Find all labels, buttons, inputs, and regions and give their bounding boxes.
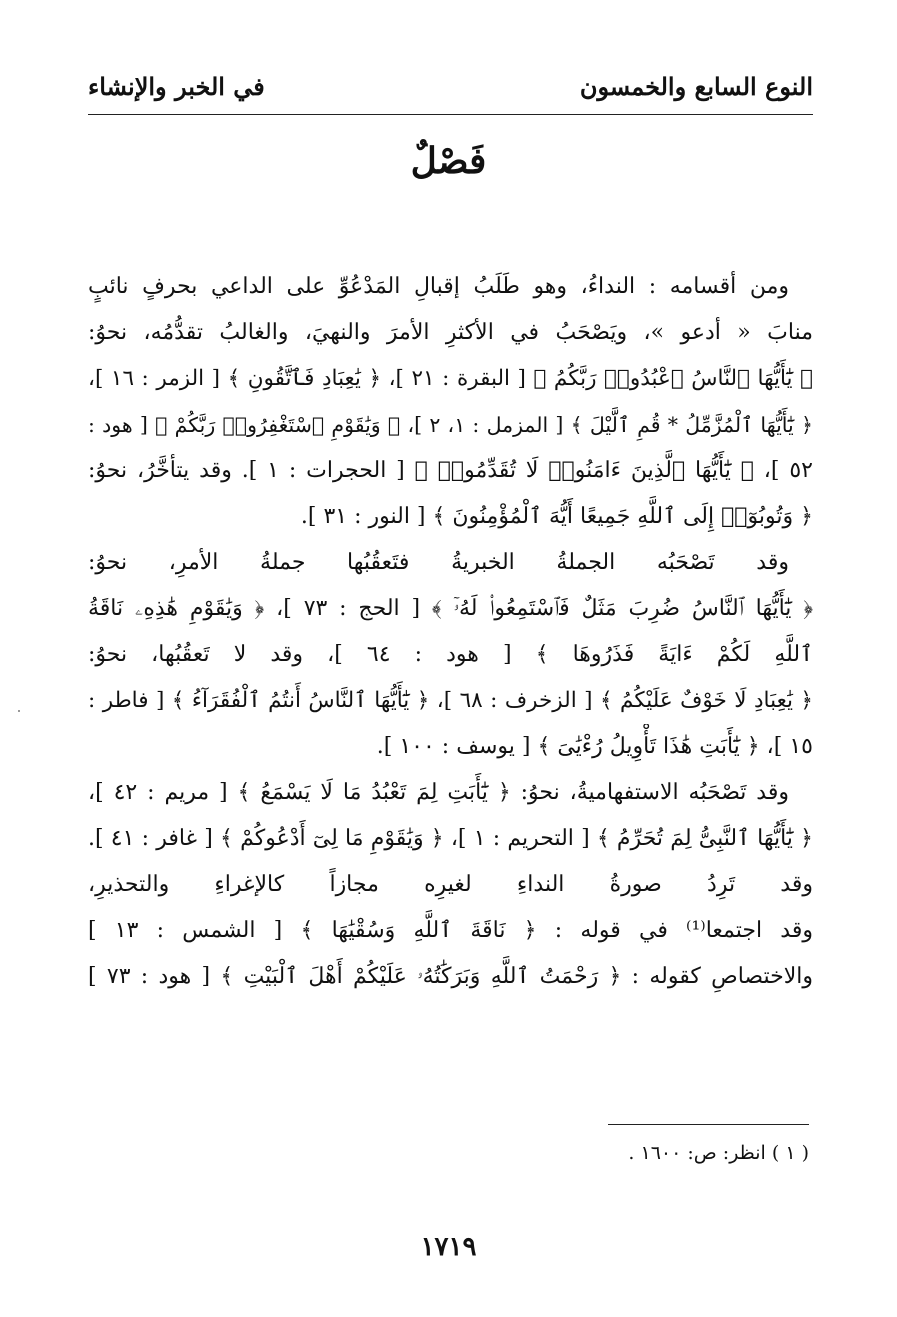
- body-line: ﴿ يَٰعِبَادِ لَا خَوْفٌ عَلَيْكُمُ ﴾ [ الزخرف : ٦٨ ]، ﴿ يَٰٓأَيُّهَا ٱلنَّاسُ أَنتُمُ ٱلْفُقَرَآءُ ﴾ [ فاطر :: [88, 688, 813, 713]
- body-line: ٥٢ ]، ﴿ يَٰٓأَيُّهَا ٱلَّذِينَ ءَامَنُوا۟ لَا تُقَدِّمُوا۟ ﴾ [ الحجرات : ١ ]. وقد يتأخَّرُ، نحوُ:: [88, 458, 813, 483]
- body-line: وقد تَصْحَبُه الجملةُ الخبريةُ فتَعقُبُها جملةُ الأمرِ، نحوُ:: [88, 550, 789, 575]
- body-line: وقد تَرِدُ صورةُ النداءِ لغيرِه مجازاً كالإغراءِ والتحذيرِ،: [88, 872, 813, 897]
- page-number: ١٧١٩: [420, 1232, 477, 1262]
- section-heading: فَصْلٌ: [410, 140, 487, 182]
- body-line: ﴿ يَٰٓأَيُّهَا ٱلنَّبِىُّ لِمَ تُحَرِّمُ ﴾ [ التحريم : ١ ]، ﴿ وَيَٰقَوْمِ مَا لِىٓ أَدْعُوكُمْ ﴾ [ غافر : ٤١ ].: [88, 826, 813, 851]
- header-rule: [88, 114, 813, 115]
- body-line: ﴿ يَٰٓأَيُّهَا ٱلْمُزَّمِّلُ * قُمِ ٱلَّيْلَ ﴾ [ المزمل : ١، ٢ ]، ﴿ وَيَٰقَوْمِ ٱسْتَغْفِرُوا۟ رَبَّكُمْ ﴾ [ هود :: [88, 413, 813, 437]
- body-line: والاختصاصِ كقوله : ﴿ رَحْمَتُ ٱللَّهِ وَبَرَكَٰتُهُۥ عَلَيْكُمْ أَهْلَ ٱلْبَيْتِ ﴾ [ هود : ٧٣ ]: [88, 964, 813, 989]
- body-line: منابَ « أدعو »، ويَصْحَبُ في الأكثرِ الأمرَ والنهيَ، والغالبُ تقدُّمُه، نحوُ:: [88, 320, 813, 345]
- section-topic: في الخبر والإنشاء: [88, 72, 265, 101]
- body-text: [88, 264, 813, 1000]
- body-line: ومن أقسامه : النداءُ، وهو طَلَبُ إقبالِ المَدْعُوِّ على الداعي بحرفٍ نائبٍ: [88, 274, 789, 299]
- footnote-rule: [608, 1124, 809, 1125]
- body-line: ﴿ وَتُوبُوٓا۟ إِلَى ٱللَّهِ جَمِيعًا أَيُّهَ ٱلْمُؤْمِنُونَ ﴾ [ النور : ٣١ ].: [300, 504, 813, 529]
- scan-speck: [18, 710, 20, 712]
- body-line: ﴿ يَٰٓأَيُّهَا ٱلنَّاسُ ضُرِبَ مَثَلٌ فَٱسْتَمِعُوا۟ لَهُۥٓ ﴾ [ الحج : ٧٣ ]، ﴿ وَيَٰقَوْمِ هَٰذِهِۦ نَاقَةُ: [88, 596, 813, 621]
- body-line: ﴿ يَٰٓأَيُّهَا ٱلنَّاسُ ٱعْبُدُوا۟ رَبَّكُمُ ﴾ [ البقرة : ٢١ ]، ﴿ يَٰعِبَادِ فَٱتَّقُونِ ﴾ [ الزمر : ١٦ ]،: [88, 366, 813, 391]
- body-line: وقد اجتمعا⁽¹⁾ في قوله : ﴿ نَاقَةَ ٱللَّهِ وَسُقْيَٰهَا ﴾ [ الشمس : ١٣ ]: [88, 918, 813, 943]
- body-line: وقد تَصْحَبُه الاستفهاميةُ، نحوُ: ﴿ يَٰٓأَبَتِ لِمَ تَعْبُدُ مَا لَا يَسْمَعُ ﴾ [ مريم : ٤٢ ]،: [88, 780, 789, 805]
- chapter-title: النوع السابع والخمسون: [579, 72, 813, 101]
- body-line: ٱللَّهِ لَكُمْ ءَايَةً فَذَرُوهَا ﴾ [ هود : ٦٤ ]، وقد لا تَعقُبُها، نحوُ:: [88, 642, 813, 667]
- body-line: ١٥ ]، ﴿ يَٰٓأَبَتِ هَٰذَا تَأْوِيلُ رُءْيَٰىَ ﴾ [ يوسف : ١٠٠ ].: [376, 734, 813, 759]
- running-header: [88, 72, 813, 106]
- footnote: ( ١ ) انظر: ص: ١٦٠٠ .: [628, 1142, 809, 1164]
